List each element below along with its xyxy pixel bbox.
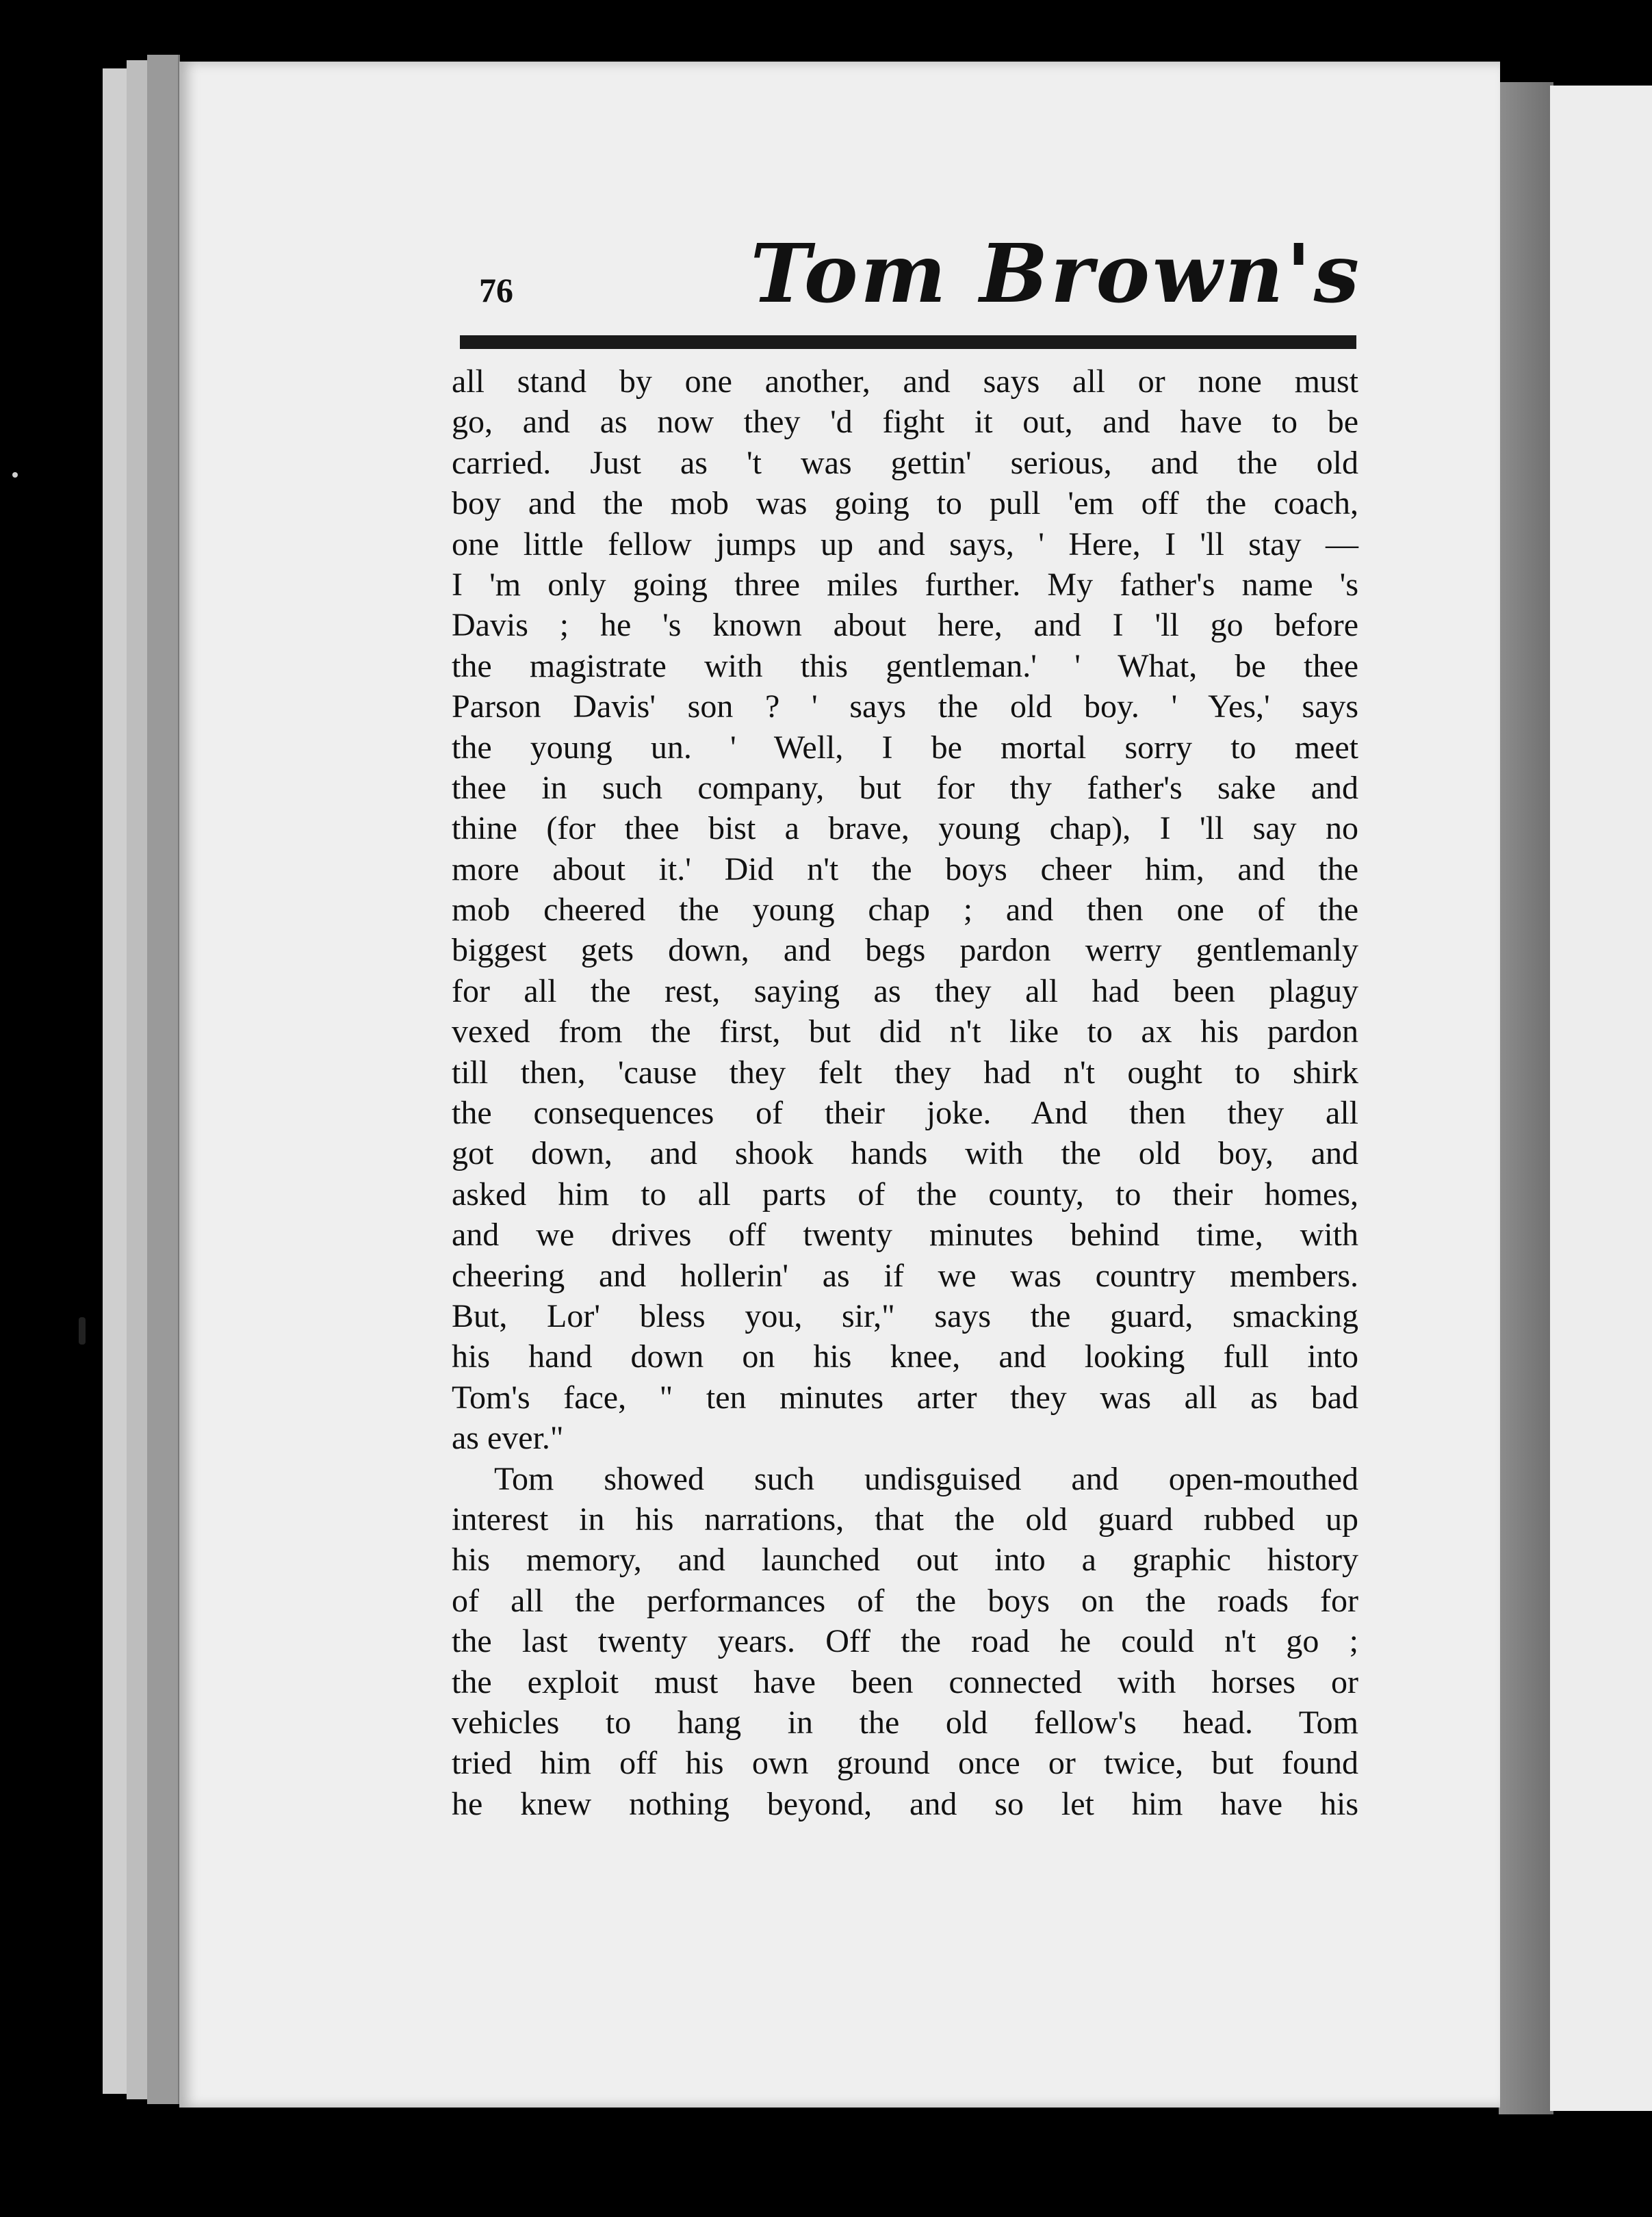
text-line: Davis ; he 's known about here, and I 'll go before [452,607,1358,644]
text-line: of all the performances of the boys on the roads for [452,1582,1358,1619]
text-line: till then, 'cause they felt they had n't ought to shirk [452,1054,1358,1091]
text-line: cheering and hollerin' as if we was country members. [452,1257,1358,1294]
text-line: one little fellow jumps up and says, ' Here, I 'll stay — [452,526,1358,562]
running-head: Tom Brown's [750,226,1362,321]
text-line: all stand by one another, and says all or none must [452,363,1358,400]
text-line: as ever." [452,1420,564,1457]
page-mark [79,1317,86,1345]
facing-page [1550,86,1652,2111]
paragraph-start-line: Tom showed such undisguised and open-mouthed [494,1460,1358,1497]
text-line: Tom's face, " ten minutes arter they was all as bad [452,1379,1358,1416]
text-line: tried him off his own ground once or twice, but found [452,1745,1358,1782]
text-line: mob cheered the young chap ; and then one of the [452,892,1358,929]
text-line: the young un. ' Well, I be mortal sorry to meet [452,729,1358,766]
text-line: I 'm only going three miles further. My father's name 's [452,566,1358,603]
page-number: 76 [479,271,513,309]
text-line: vexed from the first, but did n't like to ax his pardon [452,1013,1358,1050]
text-line: go, and as now they 'd fight it out, and have to be [452,404,1358,441]
text-line: the magistrate with this gentleman.' ' What, be thee [452,647,1358,684]
dust-speck [12,472,18,478]
gutter-shadow [1499,82,1553,2114]
text-line: boy and the mob was going to pull 'em off the coach, [452,485,1358,522]
text-line: thee in such company, but for thy father's sake and [452,769,1358,806]
text-line: he knew nothing beyond, and so let him have his [452,1785,1358,1822]
text-line: his memory, and launched out into a graphic history [452,1542,1358,1579]
header-rule [460,335,1356,349]
text-line: But, Lor' bless you, sir," says the guard, smacking [452,1297,1358,1334]
text-line: his hand down on his knee, and looking full into [452,1338,1358,1375]
text-line: thine (for thee bist a brave, young chap), I 'll say no [452,810,1358,847]
text-line: and we drives off twenty minutes behind time, with [452,1217,1358,1254]
text-line: biggest gets down, and begs pardon werry gentlemanly [452,932,1358,969]
page-edge [147,55,180,2104]
text-line: Parson Davis' son ? ' says the old boy. ' Yes,' says [452,688,1358,725]
text-line: interest in his narrations, that the old guard rubbed up [452,1501,1358,1538]
text-line: vehicles to hang in the old fellow's head. Tom [452,1704,1358,1741]
text-line: the consequences of their joke. And then they all [452,1095,1358,1132]
text-line: more about it.' Did n't the boys cheer him, and the [452,851,1358,887]
body-text [452,361,1358,1824]
text-line: the last twenty years. Off the road he could n't go ; [452,1623,1358,1660]
text-line: asked him to all parts of the county, to their homes, [452,1176,1358,1213]
text-line: the exploit must have been connected with horses or [452,1663,1358,1700]
text-line: carried. Just as 't was gettin' serious, and the old [452,444,1358,481]
text-line: for all the rest, saying as they all had been plaguy [452,972,1358,1009]
text-line: got down, and shook hands with the old boy, and [452,1135,1358,1172]
